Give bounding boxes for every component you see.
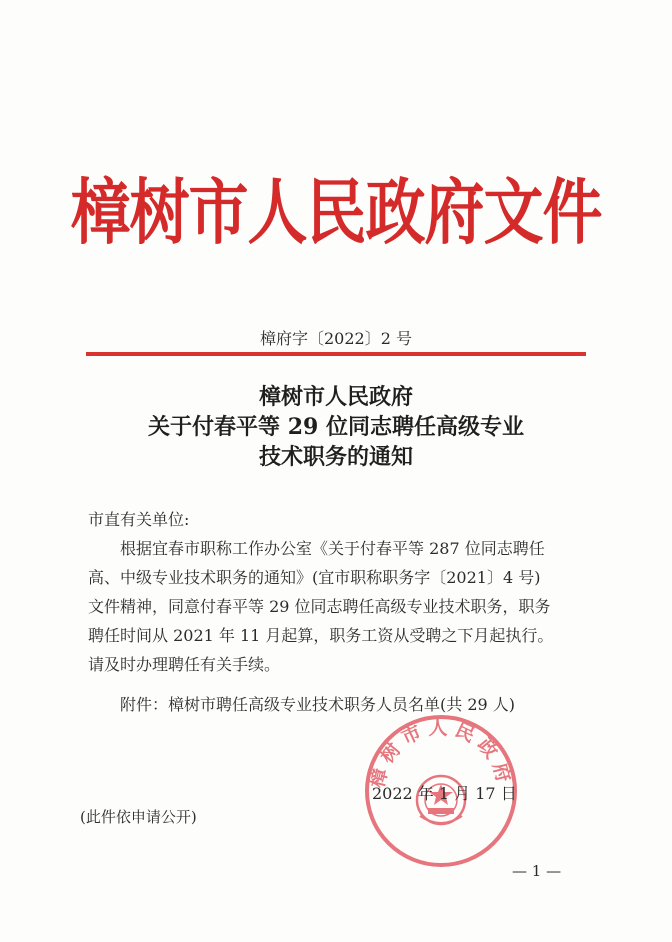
body-line-3: 文件精神，同意付春平等 29 位同志聘任高级专业技术职务，职务: [88, 597, 551, 616]
notice-body: [88, 505, 588, 679]
notice-title-line-1: 樟树市人民政府: [258, 384, 413, 410]
attachment-note: 附件：樟树市聘任高级专业技术职务人员名单(共 29 人): [120, 695, 516, 714]
disclosure-note: (此件依申请公开): [80, 808, 197, 826]
page-number: — 1 —: [512, 862, 562, 880]
body-line-5: 请及时办理聘任有关手续。: [88, 655, 281, 674]
document-number: 樟府字〔2022〕2 号: [260, 329, 412, 348]
notice-title-line-2: 关于付春平等 29 位同志聘任高级专业: [148, 414, 524, 440]
addressee: 市直有关单位:: [88, 510, 190, 529]
notice-title: [0, 382, 672, 472]
notice-title-line-3: 技术职务的通知: [258, 444, 413, 470]
document-header-title: 樟树市人民政府文件: [70, 172, 602, 255]
body-line-4: 聘任时间从 2021 年 11 月起算，职务工资从受聘之下月起执行。: [88, 626, 554, 645]
body-line-1: 根据宜春市职称工作办公室《关于付春平等 287 位同志聘任: [120, 539, 545, 558]
svg-text:樟树市人民政府: 樟树市人民政府: [366, 717, 516, 791]
document-date: 2022 年 1 月 17 日: [372, 784, 517, 803]
red-divider-line: [86, 352, 586, 356]
body-line-2: 高、中级专业技术职务的通知》(宜市职称职务字〔2021〕4 号): [88, 568, 541, 587]
